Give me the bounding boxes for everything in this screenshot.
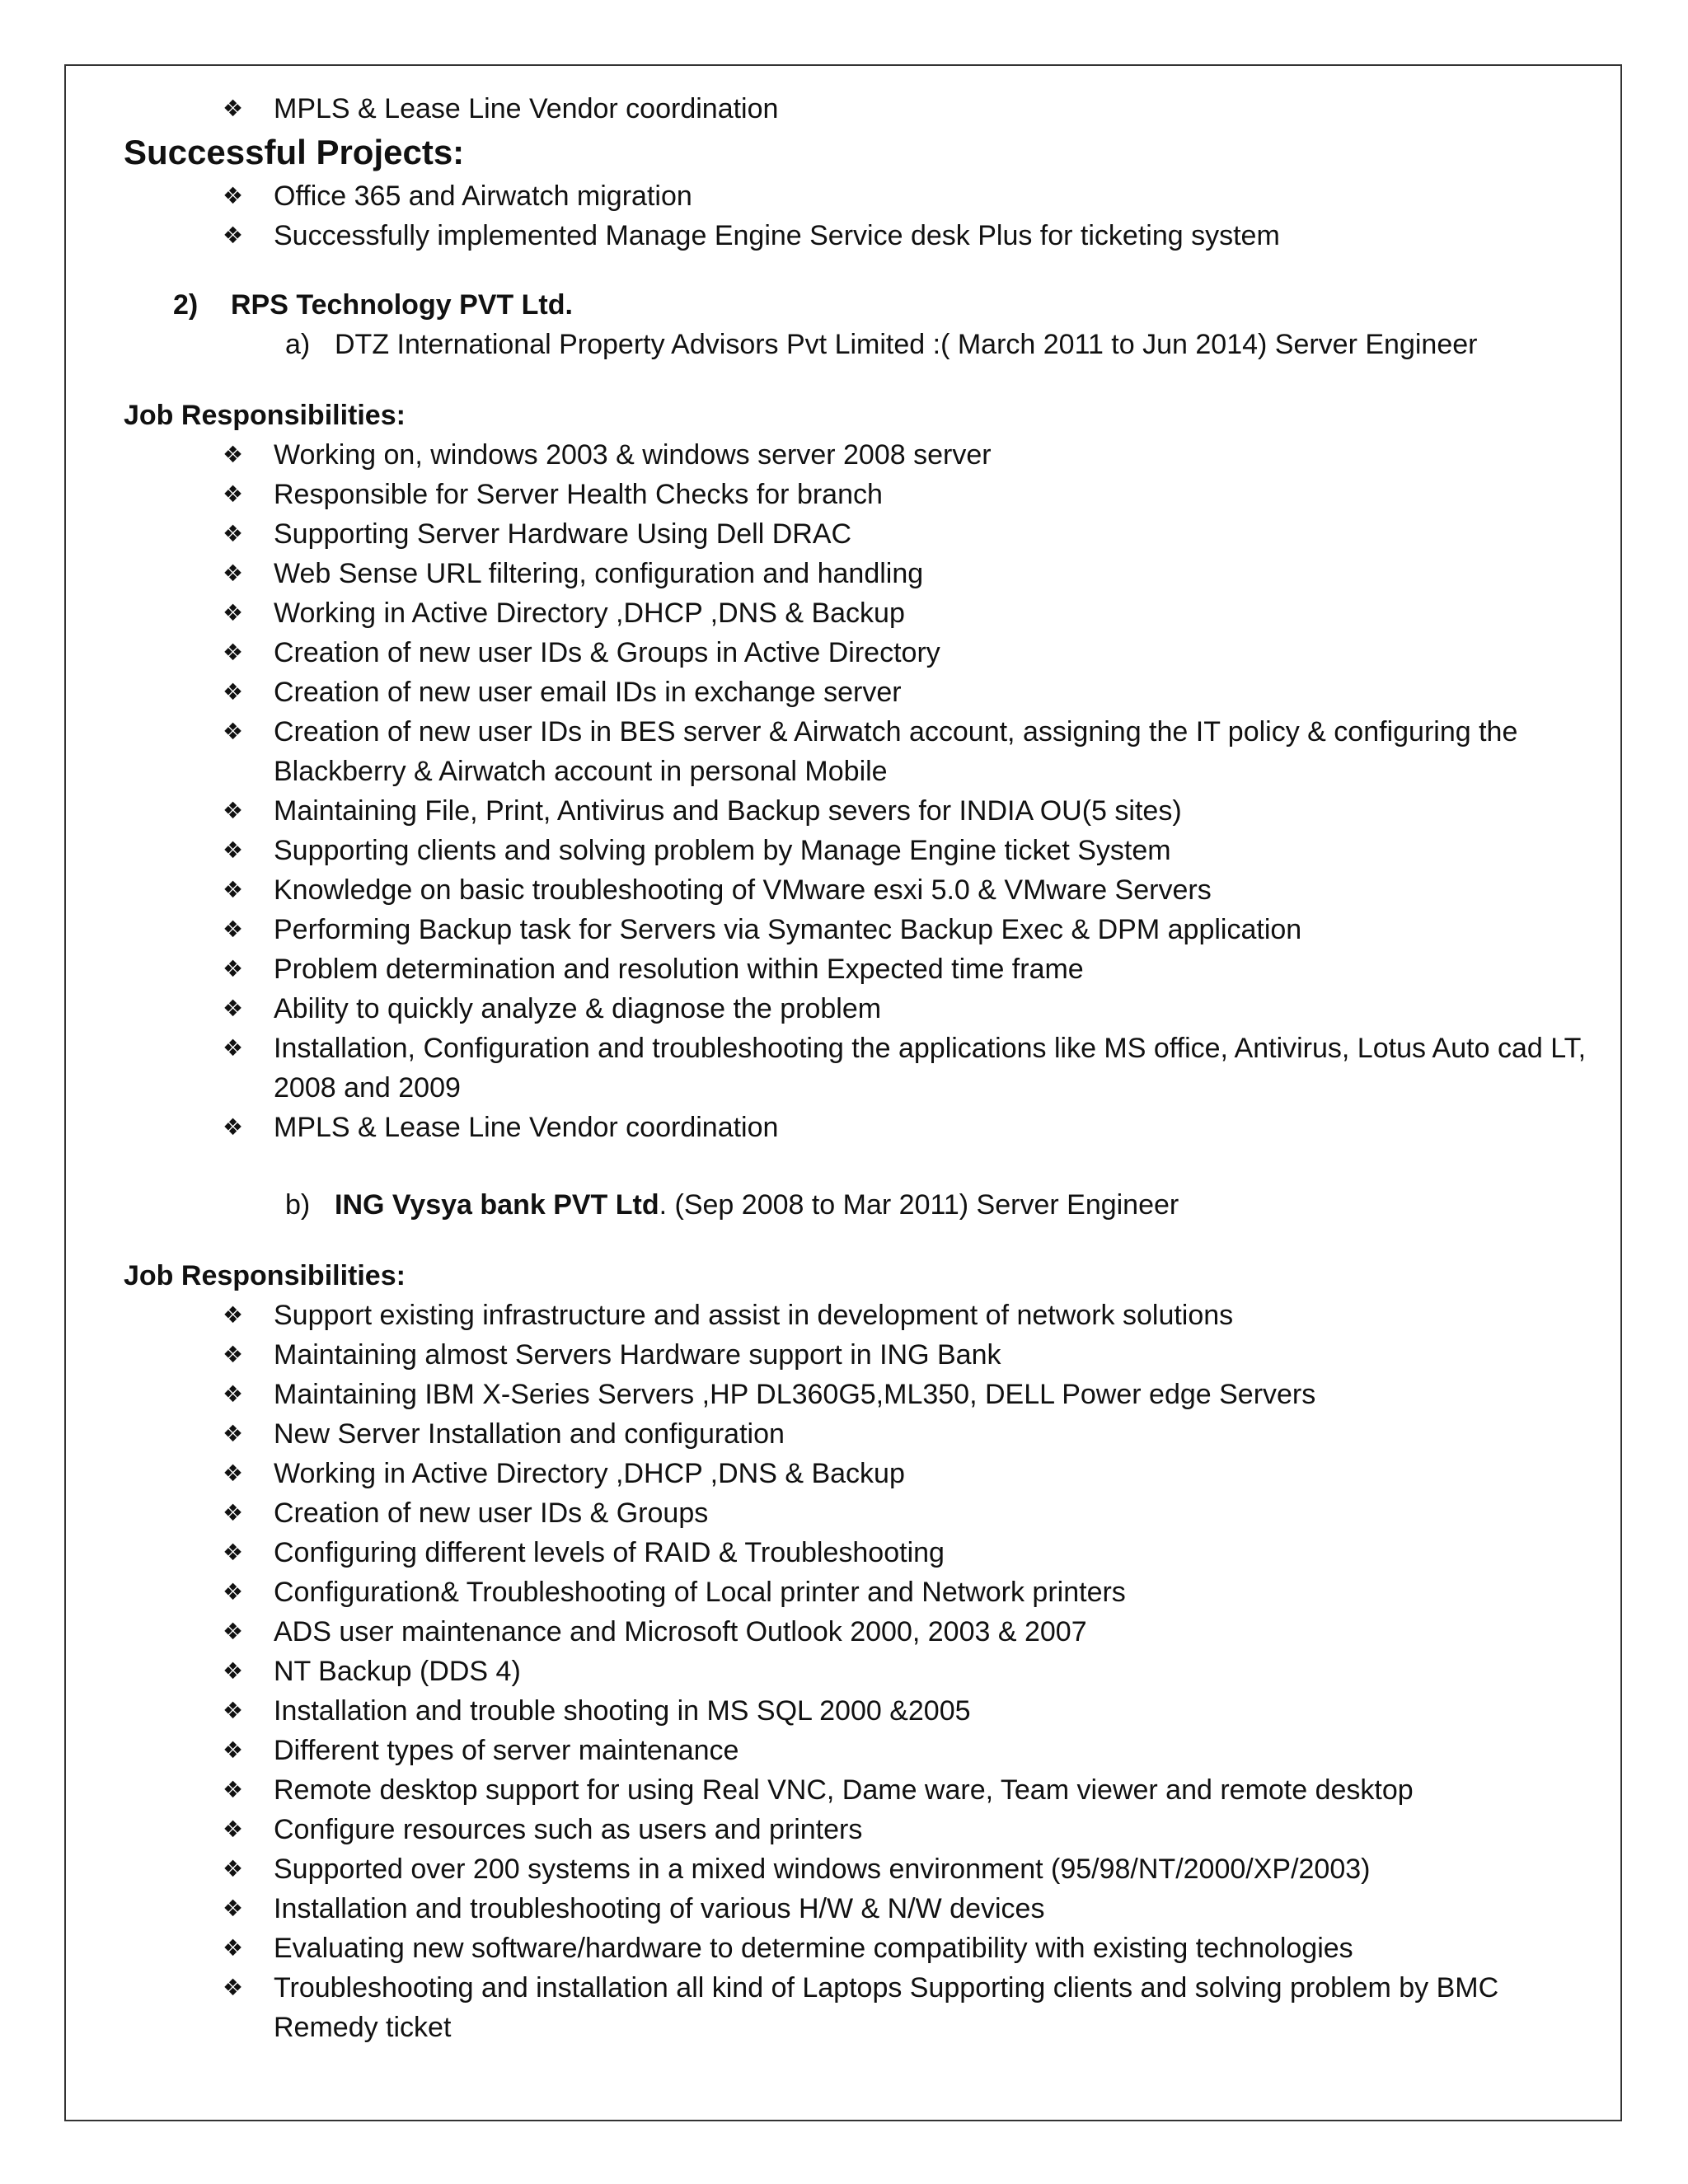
list-item [223,514,1599,554]
list-item [223,1493,1599,1533]
diamond-bullet-icon: ❖ [223,1301,244,1329]
diamond-bullet-icon: ❖ [223,1657,244,1685]
list-item [223,1296,1599,1335]
list-item [223,1652,1599,1691]
diamond-bullet-icon: ❖ [223,1618,244,1645]
list-item-text: Remote desktop support for using Real VNC, Dame ware, Team viewer and remote desktop [274,1774,1414,1806]
diamond-bullet-icon: ❖ [223,797,244,824]
list-item [223,1929,1599,1968]
list-item [223,989,1599,1029]
successful-projects-heading: Successful Projects: [124,133,465,171]
diamond-bullet-icon: ❖ [223,678,244,705]
resume-page [124,89,1599,2047]
diamond-bullet-icon: ❖ [223,222,244,249]
list-item-text: New Server Installation and configuration [274,1418,785,1450]
employer-dtz [124,325,1599,364]
list-item [223,475,1599,514]
list-item-text: ADS user maintenance and Microsoft Outlook 2000, 2003 & 2007 [274,1616,1087,1647]
diamond-bullet-icon: ❖ [223,1499,244,1526]
list-item-text: Successfully implemented Manage Engine Service desk Plus for ticketing system [274,220,1280,251]
list-item-text: Working in Active Directory ,DHCP ,DNS & Backup [274,1458,905,1489]
employer-dtz-text: DTZ International Property Advisors Pvt Limited :( March 2011 to Jun 2014) Server Engineer [335,329,1478,360]
list-item-text: Maintaining almost Servers Hardware support in ING Bank [274,1339,1001,1371]
diamond-bullet-icon: ❖ [223,1934,244,1961]
diamond-bullet-icon: ❖ [223,1974,244,2001]
list-item [223,1533,1599,1572]
list-item [223,633,1599,673]
responsibilities-list-b [124,1296,1599,2047]
list-item [223,791,1599,831]
diamond-bullet-icon: ❖ [223,1113,244,1141]
company-name: RPS Technology PVT Ltd. [231,289,573,321]
list-item-text: Creation of new user email IDs in exchange server [274,677,902,708]
diamond-bullet-icon: ❖ [223,480,244,508]
list-item [223,1889,1599,1929]
diamond-bullet-icon: ❖ [223,1034,244,1062]
list-item-text: Troubleshooting and installation all kind of Laptops Supporting clients and solving problem by BMC Remedy ticket [274,1972,1499,2043]
list-item [223,1108,1599,1147]
list-item-text: Ability to quickly analyze & diagnose the problem [274,993,882,1024]
diamond-bullet-icon: ❖ [223,1697,244,1724]
employer-letter-a: a) [285,329,311,360]
list-item-text: Configuration& Troubleshooting of Local printer and Network printers [274,1577,1126,1608]
list-item-text: Configure resources such as users and printers [274,1814,863,1845]
diamond-bullet-icon: ❖ [223,1341,244,1368]
list-item [223,1731,1599,1770]
diamond-bullet-icon: ❖ [223,639,244,666]
diamond-bullet-icon: ❖ [223,1539,244,1566]
list-item [223,89,1599,129]
list-item-text: Working on, windows 2003 & windows server 2008 server [274,439,992,471]
diamond-bullet-icon: ❖ [223,955,244,982]
diamond-bullet-icon: ❖ [223,520,244,547]
list-item [223,593,1599,633]
list-item-text: Supported over 200 systems in a mixed windows environment (95/98/NT/2000/XP/2003) [274,1854,1371,1885]
list-item [223,1375,1599,1414]
list-item-text: Office 365 and Airwatch migration [274,180,692,212]
list-item [223,216,1599,255]
list-item [223,831,1599,870]
list-item [223,1691,1599,1731]
diamond-bullet-icon: ❖ [223,1776,244,1803]
list-item-text: Creation of new user IDs & Groups [274,1497,709,1529]
list-item [223,949,1599,989]
list-item [223,870,1599,910]
employer-ing-text: . (Sep 2008 to Mar 2011) Server Engineer [659,1189,1179,1221]
list-item-text: Configuring different levels of RAID & Troubleshooting [274,1537,945,1568]
diamond-bullet-icon: ❖ [223,1380,244,1408]
employer-ing-name: ING Vysya bank PVT Ltd [335,1189,659,1221]
list-item-text: Supporting clients and solving problem by Manage Engine ticket System [274,835,1171,866]
employer-ing [124,1185,1599,1225]
diamond-bullet-icon: ❖ [223,837,244,864]
list-item-text: Working in Active Directory ,DHCP ,DNS & Backup [274,598,905,629]
responsibilities-list-a [124,435,1599,1147]
job-responsibilities-heading-a: Job Responsibilities: [124,400,406,431]
company-rps-technology [124,285,1599,325]
list-item-text: Installation and trouble shooting in MS SQL 2000 &2005 [274,1695,971,1727]
vendor-list [124,89,1599,129]
list-item-text: MPLS & Lease Line Vendor coordination [274,93,779,124]
diamond-bullet-icon: ❖ [223,1460,244,1487]
diamond-bullet-icon: ❖ [223,441,244,468]
list-item-text: Creation of new user IDs & Groups in Active Directory [274,637,940,668]
list-item [223,712,1599,791]
list-item-text: Installation, Configuration and troubleshooting the applications like MS office, Antivirus, Lotus Auto cad LT, 2008 and 2009 [274,1033,1587,1104]
list-item [223,1572,1599,1612]
job-responsibilities-heading-b: Job Responsibilities: [124,1260,406,1291]
list-item-text: Knowledge on basic troubleshooting of VMware esxi 5.0 & VMware Servers [274,874,1212,906]
diamond-bullet-icon: ❖ [223,1736,244,1764]
list-item [223,1612,1599,1652]
list-item-text: NT Backup (DDS 4) [274,1656,521,1687]
list-item [223,1454,1599,1493]
list-item [223,673,1599,712]
list-item [223,435,1599,475]
projects-list [124,176,1599,255]
diamond-bullet-icon: ❖ [223,1816,244,1843]
diamond-bullet-icon: ❖ [223,599,244,626]
employer-letter-b: b) [285,1189,311,1221]
list-item [223,554,1599,593]
list-item-text: Supporting Server Hardware Using Dell DRAC [274,518,852,550]
list-item [223,1810,1599,1849]
list-item-text: Responsible for Server Health Checks for branch [274,479,883,510]
list-item-text: Different types of server maintenance [274,1735,739,1766]
list-item-text: Problem determination and resolution within Expected time frame [274,954,1084,985]
list-item [223,1849,1599,1889]
list-item-text: Evaluating new software/hardware to determine compatibility with existing technologies [274,1933,1353,1964]
diamond-bullet-icon: ❖ [223,1578,244,1605]
diamond-bullet-icon: ❖ [223,718,244,745]
list-item [223,1029,1599,1108]
diamond-bullet-icon: ❖ [223,995,244,1022]
diamond-bullet-icon: ❖ [223,876,244,903]
list-item [223,1968,1599,2047]
list-item-text: MPLS & Lease Line Vendor coordination [274,1112,779,1143]
list-item-text: Maintaining IBM X-Series Servers ,HP DL360G5,ML350, DELL Power edge Servers [274,1379,1316,1410]
list-item [223,1770,1599,1810]
list-item [223,1414,1599,1454]
diamond-bullet-icon: ❖ [223,1855,244,1882]
diamond-bullet-icon: ❖ [223,916,244,943]
list-item-text: Creation of new user IDs in BES server & Airwatch account, assigning the IT policy & configuring the Blackberry & Airwatch account in personal Mobile [274,716,1518,787]
diamond-bullet-icon: ❖ [223,560,244,587]
diamond-bullet-icon: ❖ [223,1420,244,1447]
list-item-text: Performing Backup task for Servers via Symantec Backup Exec & DPM application [274,914,1302,945]
diamond-bullet-icon: ❖ [223,1895,244,1922]
list-item-text: Support existing infrastructure and assist in development of network solutions [274,1300,1234,1331]
diamond-bullet-icon: ❖ [223,182,244,209]
diamond-bullet-icon: ❖ [223,95,244,122]
list-item [223,176,1599,216]
list-item [223,910,1599,949]
list-item [223,1335,1599,1375]
company-number: 2) [173,289,199,321]
list-item-text: Maintaining File, Print, Antivirus and Backup severs for INDIA OU(5 sites) [274,795,1182,827]
list-item-text: Web Sense URL filtering, configuration and handling [274,558,924,589]
list-item-text: Installation and troubleshooting of various H/W & N/W devices [274,1893,1045,1924]
